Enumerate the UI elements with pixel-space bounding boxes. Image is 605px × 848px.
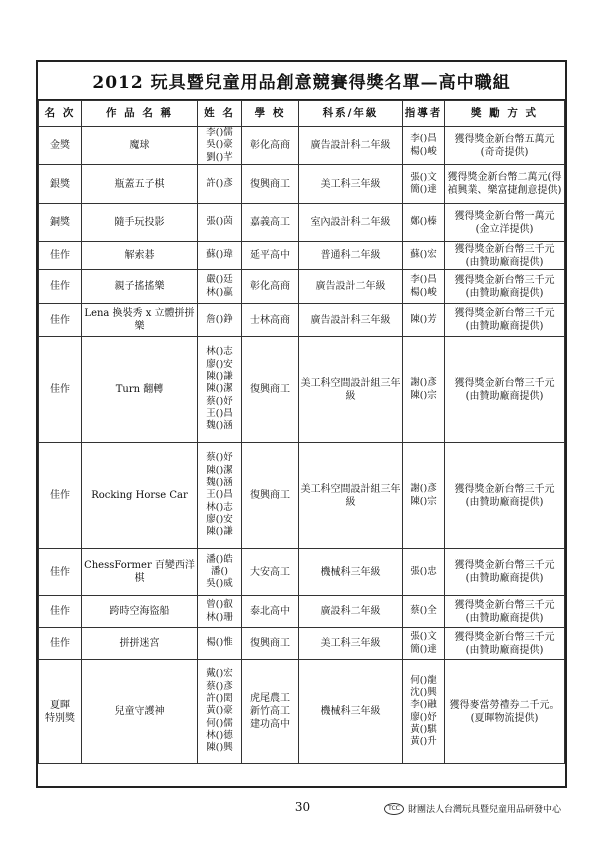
reward-sub: (由贊助廠商提供) <box>465 612 544 624</box>
reward-cell <box>445 628 565 660</box>
table-row <box>39 165 565 204</box>
work-cell: 瓶蓋五子棋 <box>82 165 198 204</box>
dept-cell: 廣設科二年級 <box>299 596 403 628</box>
tutor-cell: 陳()芳 <box>403 304 445 337</box>
name-cell: 潘()皓 潘() 吳()威 <box>198 549 242 596</box>
reward-sub: (奇奇提供) <box>480 146 529 158</box>
reward-main: 獲得獎金新台幣三千元 <box>454 631 555 643</box>
rank-cell: 銅獎 <box>39 204 82 242</box>
tutor-cell: 蔡()全 <box>403 596 445 628</box>
dept-cell: 室內設計科二年級 <box>299 204 403 242</box>
awards-table <box>38 100 565 764</box>
table-row <box>39 270 565 304</box>
org-name: 財團法人台灣玩具暨兒童用品研發中心 <box>407 805 561 815</box>
tutor-cell: 李()昌 楊()峻 <box>403 270 445 304</box>
work-cell: 親子搖搖樂 <box>82 270 198 304</box>
table-row <box>39 242 565 270</box>
tutor-cell: 張()文 簡()達 <box>403 628 445 660</box>
work-cell: 隨手玩投影 <box>82 204 198 242</box>
name-cell: 詹()錚 <box>198 304 242 337</box>
reward-cell <box>445 337 565 443</box>
work-cell: Turn 翻轉 <box>82 337 198 443</box>
rank-cell: 佳作 <box>39 304 82 337</box>
tutor-cell: 李()昌 楊()峻 <box>403 127 445 165</box>
header-tutor: 指導者 <box>403 101 445 127</box>
reward-sub: (金立洋提供) <box>475 223 534 235</box>
dept-cell: 廣告設計科三年級 <box>299 304 403 337</box>
header-work: 作 品 名 稱 <box>82 101 198 127</box>
footer-org <box>384 802 561 815</box>
school-cell: 虎尾農工 新竹高工 建功高中 <box>242 660 299 764</box>
header-row <box>39 101 565 127</box>
school-cell: 彰化高商 <box>242 127 299 165</box>
table-row <box>39 337 565 443</box>
reward-main: 獲得獎金新台幣一萬元 <box>454 210 555 222</box>
name-cell: 嚴()廷 林()嬴 <box>198 270 242 304</box>
school-cell: 復興商工 <box>242 443 299 549</box>
work-cell: 魔球 <box>82 127 198 165</box>
reward-main: 獲得獎金新台幣三千元 <box>454 377 555 389</box>
school-cell: 泰北高中 <box>242 596 299 628</box>
dept-cell: 機械科三年級 <box>299 660 403 764</box>
reward-cell <box>445 304 565 337</box>
reward-cell <box>445 165 565 204</box>
rank-cell: 佳作 <box>39 270 82 304</box>
header-dept: 科系/年級 <box>299 101 403 127</box>
rank-cell: 佳作 <box>39 628 82 660</box>
name-cell: 楊()惟 <box>198 628 242 660</box>
name-cell: 李()儒 吳()豪 劉()芊 <box>198 127 242 165</box>
school-cell: 復興商工 <box>242 165 299 204</box>
rank-cell: 佳作 <box>39 337 82 443</box>
reward-main: 獲得獎金新台幣二萬元(得禎興業、樂富捷創意提供) <box>447 172 562 197</box>
table-row <box>39 628 565 660</box>
tutor-cell: 謝()彥 陳()宗 <box>403 337 445 443</box>
school-cell: 嘉義高工 <box>242 204 299 242</box>
work-cell: 拼拼迷宮 <box>82 628 198 660</box>
reward-sub: (由贊助廠商提供) <box>465 496 544 508</box>
header-reward: 獎 勵 方 式 <box>445 101 565 127</box>
document-frame <box>36 60 567 788</box>
tutor-cell: 張()文 簡()達 <box>403 165 445 204</box>
dept-cell: 美工科空間設計組三年級 <box>299 337 403 443</box>
header-name: 姓 名 <box>198 101 242 127</box>
dept-cell: 廣告設計科二年級 <box>299 127 403 165</box>
table-row <box>39 596 565 628</box>
header-rank: 名 次 <box>39 101 82 127</box>
tutor-cell: 謝()彥 陳()宗 <box>403 443 445 549</box>
work-cell: 解索碁 <box>82 242 198 270</box>
rank-cell: 佳作 <box>39 443 82 549</box>
work-cell: ChessFormer 百變西洋棋 <box>82 549 198 596</box>
school-cell: 彰化高商 <box>242 270 299 304</box>
reward-cell <box>445 596 565 628</box>
reward-cell <box>445 660 565 764</box>
name-cell: 林()志 廖()安 陳()謙 陳()潔 蔡()妤 王()昌 魏()涵 <box>198 337 242 443</box>
work-cell: Rocking Horse Car <box>82 443 198 549</box>
reward-sub: (由贊助廠商提供) <box>465 321 544 333</box>
table-row <box>39 443 565 549</box>
work-cell: 跨時空海盜船 <box>82 596 198 628</box>
reward-cell <box>445 443 565 549</box>
work-cell: 兒童守護神 <box>82 660 198 764</box>
tutor-cell: 蘇()宏 <box>403 242 445 270</box>
dept-cell: 美工科三年級 <box>299 628 403 660</box>
reward-sub: (由贊助廠商提供) <box>465 256 544 268</box>
rank-cell: 金獎 <box>39 127 82 165</box>
name-cell: 戴()宏 蔡()彥 許()閎 黃()豪 何()儒 林()德 陳()興 <box>198 660 242 764</box>
school-cell: 復興商工 <box>242 337 299 443</box>
rank-cell: 夏暉 特別獎 <box>39 660 82 764</box>
name-cell: 張()茵 <box>198 204 242 242</box>
header-school: 學 校 <box>242 101 299 127</box>
school-cell: 延平高中 <box>242 242 299 270</box>
reward-main: 獲得麥當勞禮券二千元。 <box>449 699 560 711</box>
reward-cell <box>445 204 565 242</box>
school-cell: 大安高工 <box>242 549 299 596</box>
reward-main: 獲得獎金新台幣三千元 <box>454 483 555 495</box>
school-cell: 復興商工 <box>242 628 299 660</box>
tutor-cell: 鄭()榛 <box>403 204 445 242</box>
name-cell: 蔡()妤 陳()潔 魏()涵 王()昌 林()志 廖()安 陳()謙 <box>198 443 242 549</box>
dept-cell: 廣告設計二年級 <box>299 270 403 304</box>
table-row <box>39 660 565 764</box>
reward-cell <box>445 549 565 596</box>
rank-cell: 佳作 <box>39 596 82 628</box>
rank-cell: 銀獎 <box>39 165 82 204</box>
reward-cell <box>445 127 565 165</box>
reward-sub: (夏暉物流提供) <box>470 712 539 724</box>
table-row <box>39 127 565 165</box>
reward-main: 獲得獎金新台幣五萬元 <box>454 133 555 145</box>
reward-sub: (由贊助廠商提供) <box>465 644 544 656</box>
name-cell: 許()彥 <box>198 165 242 204</box>
dept-cell: 機械科三年級 <box>299 549 403 596</box>
reward-main: 獲得獎金新台幣三千元 <box>454 560 555 572</box>
tcc-logo-icon: TCC <box>384 803 404 815</box>
reward-main: 獲得獎金新台幣三千元 <box>454 274 555 286</box>
table-row <box>39 304 565 337</box>
work-cell: Lena 換裝秀 x 立體拼拼樂 <box>82 304 198 337</box>
reward-sub: (由贊助廠商提供) <box>465 287 544 299</box>
tutor-cell: 何()龍 沈()興 李()融 廖()妤 黃()騏 黃()升 <box>403 660 445 764</box>
table-row <box>39 204 565 242</box>
rank-cell: 佳作 <box>39 242 82 270</box>
reward-cell <box>445 270 565 304</box>
dept-cell: 美工科空間設計組三年級 <box>299 443 403 549</box>
dept-cell: 美工科三年級 <box>299 165 403 204</box>
table-row <box>39 549 565 596</box>
reward-main: 獲得獎金新台幣三千元 <box>454 599 555 611</box>
reward-sub: (由贊助廠商提供) <box>465 573 544 585</box>
name-cell: 蘇()瑋 <box>198 242 242 270</box>
school-cell: 士林高商 <box>242 304 299 337</box>
reward-main: 獲得獎金新台幣三千元 <box>454 243 555 255</box>
page-title: 2012 玩具暨兒童用品創意競賽得獎名單—高中職組 <box>38 62 565 100</box>
name-cell: 曾()叡 林()珊 <box>198 596 242 628</box>
tutor-cell: 張()忠 <box>403 549 445 596</box>
reward-cell <box>445 242 565 270</box>
reward-sub: (由贊助廠商提供) <box>465 390 544 402</box>
page-number: 30 <box>294 800 311 814</box>
rank-cell: 佳作 <box>39 549 82 596</box>
dept-cell: 普通科二年級 <box>299 242 403 270</box>
reward-main: 獲得獎金新台幣三千元 <box>454 308 555 320</box>
